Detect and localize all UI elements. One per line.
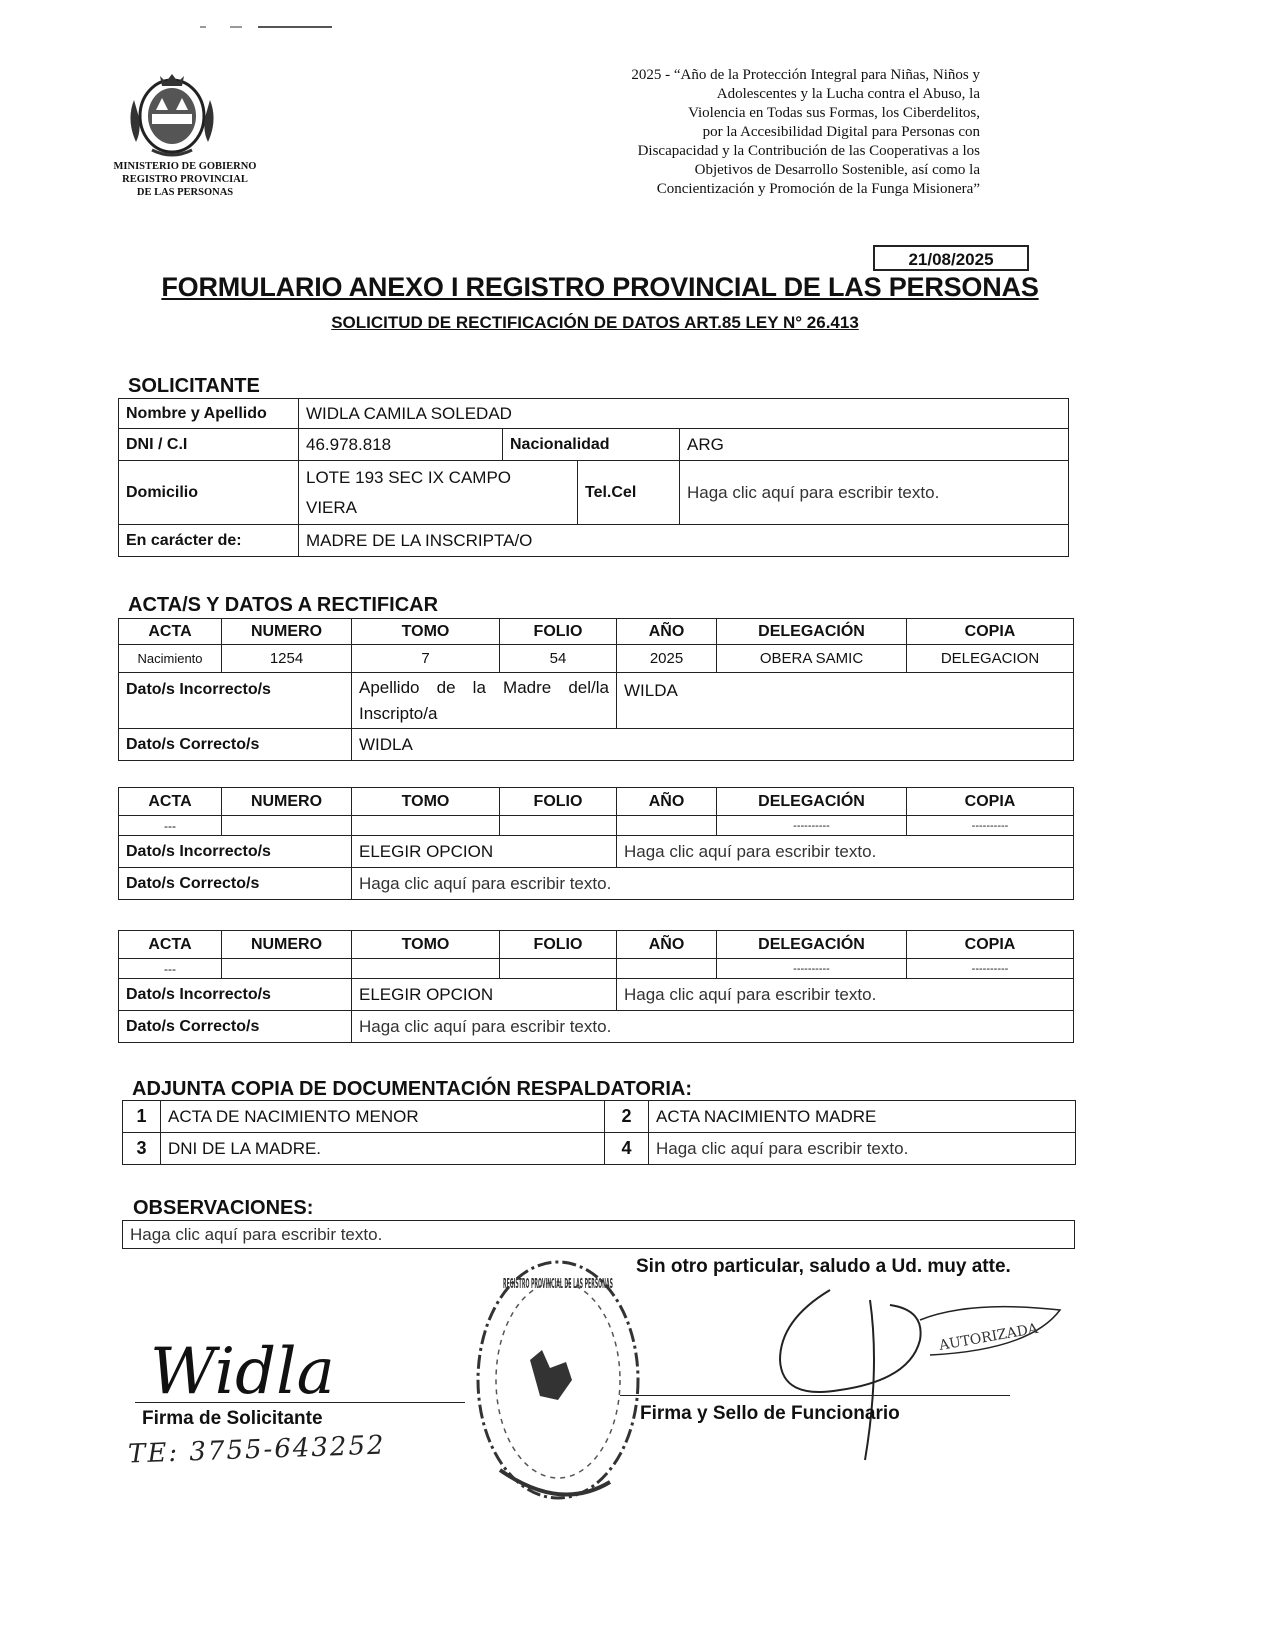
applicant-signature-label: Firma de Solicitante: [142, 1408, 323, 1429]
acta-folio-cell[interactable]: [500, 816, 617, 836]
acta-anio-cell[interactable]: 2025: [617, 645, 717, 673]
actas-section-title: ACTA/S Y DATOS A RECTIFICAR: [128, 594, 439, 616]
role-label: En carácter de:: [119, 525, 299, 557]
phone-input[interactable]: Haga clic aquí para escribir texto.: [680, 461, 1069, 525]
form-title: FORMULARIO ANEXO I REGISTRO PROVINCIAL DE LAS PERSONAS: [161, 272, 1039, 302]
year-motto: [470, 66, 980, 199]
acta-block-1: [118, 618, 1074, 761]
name-label: Nombre y Apellido: [119, 399, 299, 429]
motto-line: Adolescentes y la Lucha contra el Abuso, la: [716, 86, 980, 102]
motto-line: Violencia en Todas sus Formas, los Ciberdelitos,: [688, 105, 980, 121]
nationality-input[interactable]: ARG: [680, 429, 1069, 461]
applicant-signature-line: [135, 1402, 465, 1403]
scan-marks: [200, 24, 340, 30]
col-folio-header: FOLIO: [500, 931, 617, 959]
col-numero-header: NUMERO: [222, 931, 352, 959]
attachment-number: 3: [123, 1133, 161, 1165]
phone-label: Tel.Cel: [578, 461, 680, 525]
acta-numero-cell[interactable]: 1254: [222, 645, 352, 673]
correct-data-label: Dato/s Correcto/s: [119, 1011, 352, 1043]
observaciones-section-title: OBSERVACIONES:: [133, 1197, 314, 1219]
ministry-line: REGISTRO PROVINCIAL: [122, 174, 248, 185]
dni-label: DNI / C.I: [119, 429, 299, 461]
col-numero-header: NUMERO: [222, 788, 352, 816]
acta-block-2: [118, 787, 1074, 900]
address-input[interactable]: [299, 461, 578, 525]
acta-copia-cell[interactable]: ----------: [907, 959, 1074, 979]
date-field[interactable]: 21/08/2025: [873, 245, 1029, 271]
registry-stamp: [470, 1250, 645, 1510]
acta-type-cell[interactable]: Nacimiento: [119, 645, 222, 673]
official-signature-label: Firma y Sello de Funcionario: [640, 1403, 900, 1424]
col-folio-header: FOLIO: [500, 619, 617, 645]
acta-tomo-cell[interactable]: [352, 816, 500, 836]
col-numero-header: NUMERO: [222, 619, 352, 645]
handwritten-phone: TE: 3755-643252: [127, 1430, 387, 1470]
incorrect-field-select[interactable]: [352, 673, 617, 729]
official-signature-line: [620, 1395, 1010, 1396]
col-acta-header: ACTA: [119, 788, 222, 816]
address-label: Domicilio: [119, 461, 299, 525]
acta-copia-cell[interactable]: ----------: [907, 816, 1074, 836]
acta-folio-cell[interactable]: [500, 959, 617, 979]
attachment-input[interactable]: ACTA DE NACIMIENTO MENOR: [161, 1101, 605, 1133]
ministry-line: MINISTERIO DE GOBIERNO: [113, 161, 257, 172]
applicant-signature: [140, 1318, 360, 1408]
correct-value-input[interactable]: Haga clic aquí para escribir texto.: [352, 868, 1074, 900]
observations-input[interactable]: Haga clic aquí para escribir texto.: [123, 1221, 1075, 1249]
acta-numero-cell[interactable]: [222, 816, 352, 836]
acta-tomo-cell[interactable]: 7: [352, 645, 500, 673]
address-line: VIERA: [306, 497, 358, 517]
col-acta-header: ACTA: [119, 931, 222, 959]
incorrect-field-select[interactable]: ELEGIR OPCION: [352, 979, 617, 1011]
acta-tomo-cell[interactable]: [352, 959, 500, 979]
col-delegacion-header: DELEGACIÓN: [717, 788, 907, 816]
stamp-text: REGISTRO PROVINCIAL DE LAS PERSONAS: [503, 1277, 613, 1292]
official-signature: [770, 1280, 1070, 1470]
col-delegacion-header: DELEGACIÓN: [717, 931, 907, 959]
correct-value-input[interactable]: Haga clic aquí para escribir texto.: [352, 1011, 1074, 1043]
dni-input[interactable]: 46.978.818: [299, 429, 503, 461]
incorrect-data-label: Dato/s Incorrecto/s: [119, 836, 352, 868]
acta-copia-cell[interactable]: DELEGACION: [907, 645, 1074, 673]
col-copia-header: COPIA: [907, 788, 1074, 816]
solicitante-section-title: SOLICITANTE: [128, 375, 260, 397]
col-tomo-header: TOMO: [352, 931, 500, 959]
col-folio-header: FOLIO: [500, 788, 617, 816]
col-copia-header: COPIA: [907, 619, 1074, 645]
acta-anio-cell[interactable]: [617, 816, 717, 836]
official-stamp-text: AUTORIZADA: [937, 1320, 1040, 1354]
motto-line: Concientización y Promoción de la Funga Misionera”: [656, 181, 980, 197]
acta-type-cell[interactable]: ---: [119, 959, 222, 979]
incorrect-field-select[interactable]: ELEGIR OPCION: [352, 836, 617, 868]
col-anio-header: AÑO: [617, 788, 717, 816]
motto-line: Discapacidad y la Contribución de las Cooperativas a los: [637, 143, 980, 159]
incorrect-data-label: Dato/s Incorrecto/s: [119, 673, 352, 729]
motto-line: 2025 - “Año de la Protección Integral para Niñas, Niños y: [631, 67, 980, 83]
ministry-line: DE LAS PERSONAS: [136, 187, 234, 198]
col-anio-header: AÑO: [617, 619, 717, 645]
col-acta-header: ACTA: [119, 619, 222, 645]
role-input[interactable]: MADRE DE LA INSCRIPTA/O: [299, 525, 1069, 557]
acta-block-3: [118, 930, 1074, 1043]
attachment-number: 1: [123, 1101, 161, 1133]
incorrect-value-input[interactable]: Haga clic aquí para escribir texto.: [617, 836, 1074, 868]
attachment-input[interactable]: Haga clic aquí para escribir texto.: [649, 1133, 1076, 1165]
col-delegacion-header: DELEGACIÓN: [717, 619, 907, 645]
ministry-caption: [100, 160, 270, 199]
acta-anio-cell[interactable]: [617, 959, 717, 979]
acta-delegacion-cell[interactable]: OBERA SAMIC: [717, 645, 907, 673]
acta-type-cell[interactable]: ---: [119, 816, 222, 836]
motto-line: Objetivos de Desarrollo Sostenible, así como la: [694, 162, 980, 178]
col-anio-header: AÑO: [617, 931, 717, 959]
incorrect-field-line: Inscripto/a: [359, 703, 438, 723]
correct-data-label: Dato/s Correcto/s: [119, 868, 352, 900]
correct-data-label: Dato/s Correcto/s: [119, 729, 352, 761]
nationality-label: Nacionalidad: [503, 429, 680, 461]
attachment-number: 4: [605, 1133, 649, 1165]
attachment-input[interactable]: ACTA NACIMIENTO MADRE: [649, 1101, 1076, 1133]
form-subtitle: SOLICITUD DE RECTIFICACIÓN DE DATOS ART.85 LEY N° 26.413: [331, 313, 859, 332]
incorrect-data-label: Dato/s Incorrecto/s: [119, 979, 352, 1011]
col-tomo-header: TOMO: [352, 619, 500, 645]
col-copia-header: COPIA: [907, 931, 1074, 959]
solicitante-table: [118, 398, 1069, 557]
adjunta-section-title: ADJUNTA COPIA DE DOCUMENTACIÓN RESPALDATORIA:: [132, 1078, 692, 1100]
closing-text: Sin otro particular, saludo a Ud. muy atte.: [636, 1256, 1011, 1277]
attachment-input[interactable]: DNI DE LA MADRE.: [161, 1133, 605, 1165]
motto-line: por la Accesibilidad Digital para Personas con: [702, 124, 980, 140]
correct-value-input[interactable]: WIDLA: [352, 729, 1074, 761]
acta-delegacion-cell[interactable]: ----------: [717, 816, 907, 836]
acta-delegacion-cell[interactable]: ----------: [717, 959, 907, 979]
address-line: LOTE 193 SEC IX CAMPO: [306, 467, 512, 487]
acta-numero-cell[interactable]: [222, 959, 352, 979]
acta-folio-cell[interactable]: 54: [500, 645, 617, 673]
signature-text: Widla: [150, 1335, 335, 1409]
incorrect-value-input[interactable]: WILDA: [617, 673, 1074, 729]
attachments-table: [122, 1100, 1076, 1165]
incorrect-field-line: Apellido de la Madre del/la: [359, 677, 609, 697]
name-input[interactable]: WIDLA CAMILA SOLEDAD: [299, 399, 1069, 429]
provincial-coat-of-arms-logo: [122, 70, 222, 160]
col-tomo-header: TOMO: [352, 788, 500, 816]
attachment-number: 2: [605, 1101, 649, 1133]
incorrect-value-input[interactable]: Haga clic aquí para escribir texto.: [617, 979, 1074, 1011]
observations-table: [122, 1220, 1075, 1249]
